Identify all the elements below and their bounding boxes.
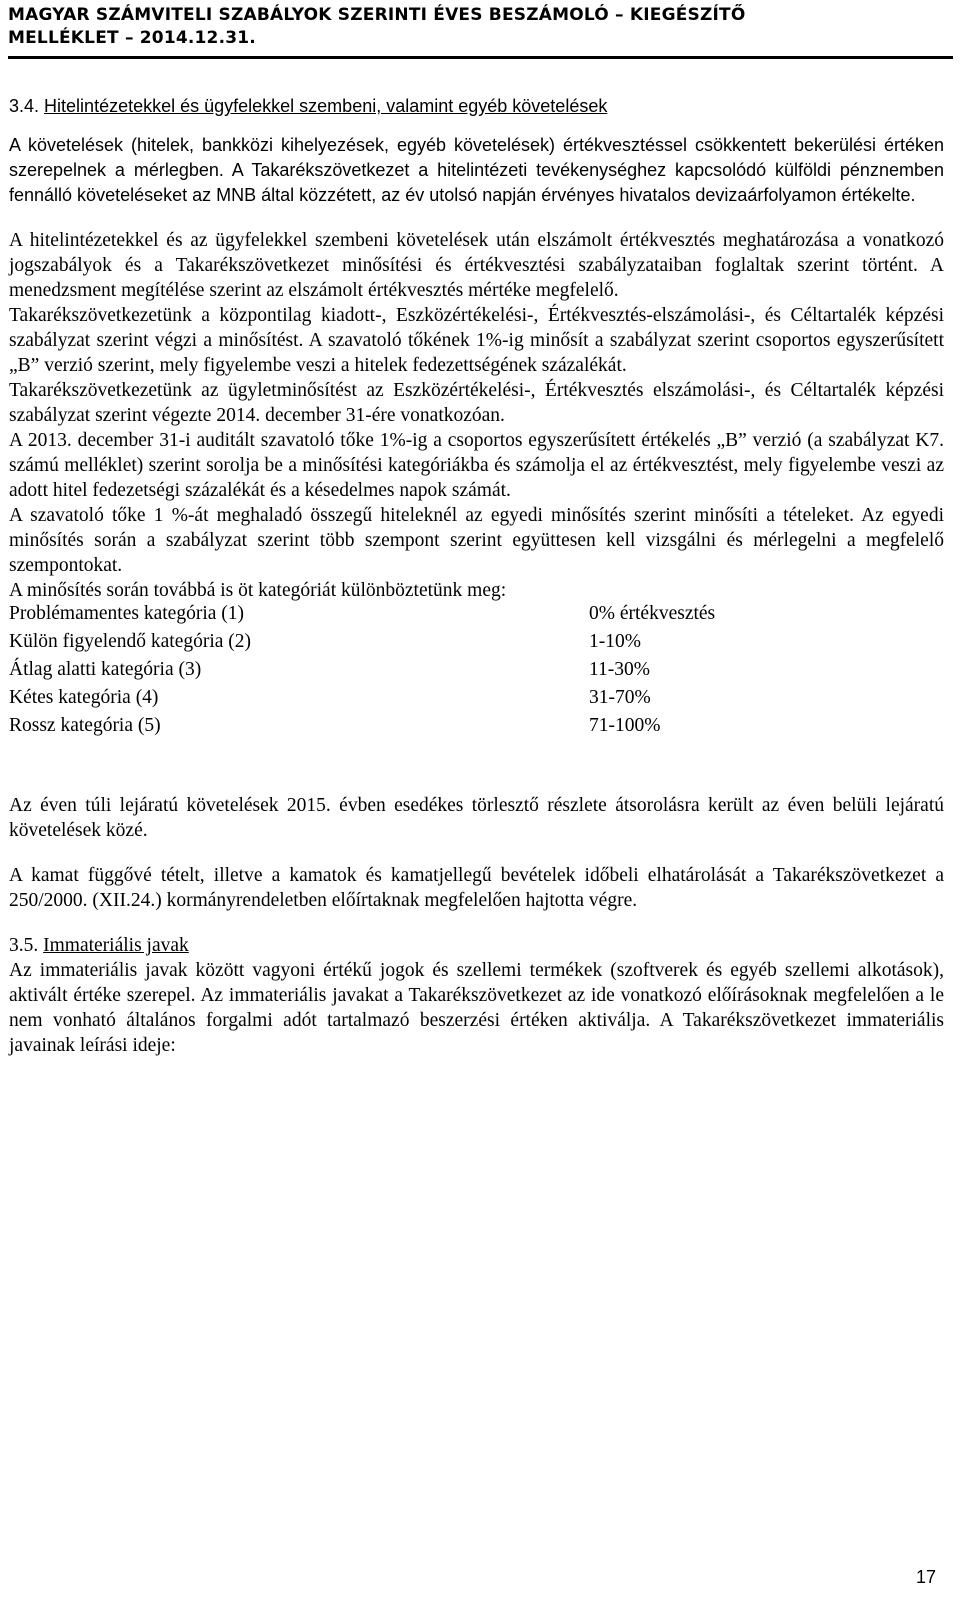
table-row xyxy=(9,659,715,687)
paragraph-group-valuation: A 2013. december 31-i auditált szavatoló tőke 1%-ig a csoportos egyszerűsített értékelés „B” verzió (a szabályzat K7. számú melléklet) szerint sorolja be a minősítési kategóriákba és számolja el az értékvesztést, mely figyelembe veszi az adott hitel fedezetségi százalékát és a késedelmes napok számát. xyxy=(9,430,944,501)
table-row xyxy=(9,715,715,743)
section-title: Hitelintézetekkel és ügyfelekkel szembeni, valamint egyéb követelések xyxy=(44,96,608,116)
category-value: 0% értékvesztés xyxy=(589,603,716,624)
section-number: 3.4. xyxy=(9,96,40,116)
category-value: 11-30% xyxy=(589,659,651,680)
category-value: 71-100% xyxy=(589,715,661,736)
section-title: Immateriális javak xyxy=(43,935,189,956)
category-name: Problémamentes kategória (1) xyxy=(9,603,244,624)
category-value: 1-10% xyxy=(589,631,641,652)
section-heading-3-5 xyxy=(9,933,944,958)
document-header xyxy=(8,4,953,59)
paragraph-long-term-receivables: Az éven túli lejáratú követelések 2015. évben esedékes törlesztő részlete átsorolásra került az éven belüli lejáratú követelések közé. xyxy=(9,795,944,841)
header-title-line-1: MAGYAR SZÁMVITELI SZABÁLYOK SZERINTI ÉVES BESZÁMOLÓ – KIEGÉSZÍTŐ xyxy=(8,5,746,25)
page-number: 17 xyxy=(916,1567,937,1587)
paragraph-impairment-determination: A hitelintézetekkel és az ügyfelekkel szembeni követelések után elszámolt értékvesztés meghatározása a vonatkozó jogszabályok és a Takarékszövetkezet minősítési és értékvesztési szabályzataiban foglaltak szerint történt. A menedzsment megítélése szerint az elszámolt értékvesztés mértéke megfelelő. xyxy=(9,230,944,301)
table-row xyxy=(9,603,715,631)
paragraph-receivables-valuation: A követelések (hitelek, bankközi kihelyezések, egyéb követelések) értékvesztéssel csökkentett bekerülési értéken szerepelnek a mérlegben. A Takarékszövetkezet a hitelintézeti tevékenységhez kapcsolódó külföldi pénznemben fennálló követeléseket az MNB által közzétett, az év utolsó napján érvényes hivatalos devizaárfolyamon értékelte. xyxy=(9,135,944,205)
paragraph-qualification-rules: Takarékszövetkezetünk a központilag kiadott-, Eszközértékelési-, Értékvesztés-elszámolási-, és Céltartalék képzési szabályzat szerint végzi a minősítést. A szavatoló tőkének 1%-ig minősít a szabályzat szerint csoportos egyszerűsített „B” verzió szerint, mely figyelembe veszi a hitelek fedezettségének százalékát. xyxy=(9,305,944,376)
paragraph-interest-suspension: A kamat függővé tételt, illetve a kamatok és kamatjellegű bevételek időbeli elhatárolását a Takarékszövetkezet a 250/2000. (XII.24.) kormányrendeletben előírtaknak megfelelően hajtotta végre. xyxy=(9,865,944,911)
paragraph-transaction-qualification: Takarékszövetkezetünk az ügyletminősítést az Eszközértékelési-, Értékvesztés elszámolási-, és Céltartalék képzési szabályzat szerint végezte 2014. december 31-ére vonatkozóan. xyxy=(9,380,944,426)
paragraph-individual-qualification: A szavatoló tőke 1 %-át meghaladó összegű hiteleknél az egyedi minősítés szerint minősíti a tételeket. Az egyedi minősítés során a szabályzat szerint több szempont szerint együttesen kell vizsgálni és mérlegelni a megfelelő szempontokat. xyxy=(9,505,944,576)
category-name: Átlag alatti kategória (3) xyxy=(9,659,202,680)
paragraph-categories-intro: A minősítés során továbbá is öt kategóriát különböztetünk meg: xyxy=(9,580,507,601)
header-title-line-2: MELLÉKLET – 2014.12.31. xyxy=(8,28,256,48)
qualification-categories-table xyxy=(9,603,715,743)
document-body xyxy=(9,94,944,1058)
category-name: Kétes kategória (4) xyxy=(9,687,159,708)
section-heading-3-4 xyxy=(9,94,944,119)
category-name: Külön figyelendő kategória (2) xyxy=(9,631,252,652)
table-row xyxy=(9,631,715,659)
table-row xyxy=(9,687,715,715)
category-name: Rossz kategória (5) xyxy=(9,715,161,736)
paragraph-intangible-assets: Az immateriális javak között vagyoni értékű jogok és szellemi termékek (szoftverek és egyéb szellemi alkotások), aktivált értéke szerepel. Az immateriális javakat a Takarékszövetkezet az ide vonatkozó előírásoknak megfelelően a le nem vonható általános forgalmi adót tartalmazó beszerzési értéken aktiválja. A Takarékszövetkezet immateriális javainak leírási ideje: xyxy=(9,960,944,1056)
section-number: 3.5. xyxy=(9,935,39,956)
category-value: 31-70% xyxy=(589,687,651,708)
